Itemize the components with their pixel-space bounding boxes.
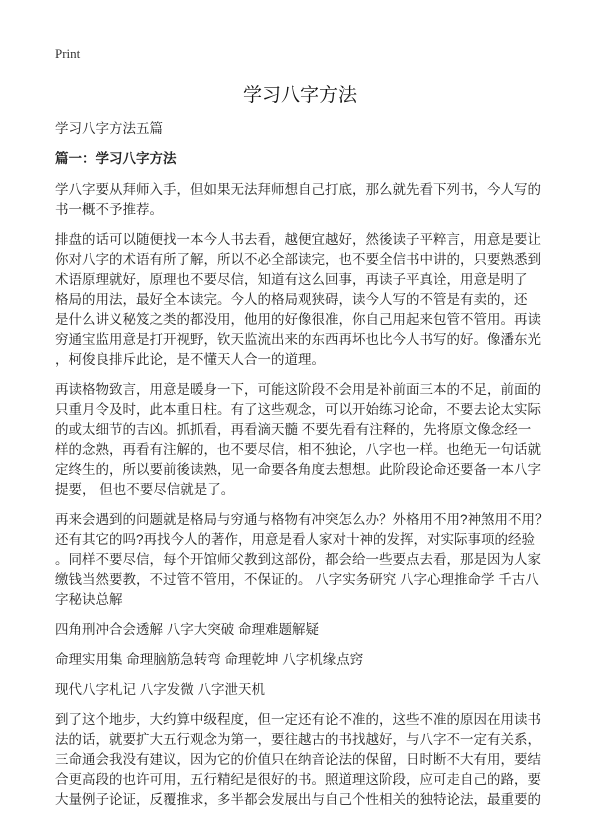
paragraph <box>55 380 575 500</box>
paragraph-line: 的或太细节的吉凶。抓抓看，再看滴天髓 不要先看有注释的，先将原文像念经一 <box>55 422 532 437</box>
paragraph-line: 再读格物致言，用意是暖身一下，可能这阶段不会用是补前面三本的不足，前面的 <box>55 382 541 397</box>
paragraphs <box>55 180 575 810</box>
paragraph-line: 排盘的话可以随便找一本今人书去看，越便宜越好，然後读子平粹言，用意是要让 <box>55 232 541 247</box>
paragraph-line: 大量例子论证，反覆推求，多半都会发展出与自己个性相关的独特论法，最重要的 <box>55 792 541 807</box>
section-heading: 篇一：学习八字方法 <box>55 151 177 166</box>
paragraph <box>55 620 575 640</box>
paragraph <box>55 180 575 220</box>
paragraph <box>55 680 575 700</box>
paragraph-line: 格局的用法，最好全本读完。今人的格局观狭碍，读今人写的不管是有卖的，还 <box>55 292 528 307</box>
paragraph-line: 提要， 但也不要尽信就是了。 <box>55 482 235 497</box>
paragraph-line: ，柯俊良排斥此论，是不懂天人合一的道理。 <box>55 352 325 367</box>
paragraph-line: 还有其它的吗?再找今人的著作，用意是看人家对十神的发挥，对实际事项的经验 <box>55 532 536 547</box>
paragraph-line: 定终生的，所以要前後读熟，见一命要各角度去想想。此阶段论命还要备一本八字 <box>55 462 541 477</box>
paragraph-line: 到了这个地步，大约算中级程度，但一定还有论不准的，这些不准的原因在用读书 <box>55 712 541 727</box>
paragraph <box>55 230 575 370</box>
paragraph <box>55 510 575 610</box>
paragraph-line: 再来会遇到的问题就是格局与穷通与格物有冲突怎么办？外格用不用?神煞用不用？ <box>55 512 549 527</box>
paragraph-line: 现代八字札记 八字发微 八字泄天机 <box>55 682 266 697</box>
paragraph-line: 四角刑冲合会透解 八字大突破 命理难题解疑 <box>55 622 320 637</box>
paragraph-line: 是什么讲义秘笈之类的都没用，他用的好像很准，你自己用起来包管不管用。再读 <box>55 312 541 327</box>
paragraph-line: 三命通会我没有建议，因为它的价值只在纳音论法的保留，日时断不大有用，要结 <box>55 752 541 767</box>
document-body <box>55 120 575 820</box>
paragraph-line: 。同样不要尽信，每个开馆师父教到这部份，都会给一些要点去看，那是因为人家 <box>55 552 541 567</box>
print-link[interactable]: Print <box>55 46 81 61</box>
paragraph-line: 书一概不予推荐。 <box>55 202 163 217</box>
paragraph-line: 穷通宝监用意是打开视野，钦天监流出来的东西再坏也比今人书写的好。像潘东光 <box>55 332 541 347</box>
paragraph-line: 只重月令及时，此本重日柱。有了这些观念，可以开始练习论命，不要去论太实际 <box>55 402 541 417</box>
paragraph-line: 法的话，就要扩大五行观念为第一，要往越古的书找越好，与八字不一定有关系， <box>55 732 541 747</box>
document-subtitle: 学习八字方法五篇 <box>55 121 163 136</box>
paragraph-line: 字秘诀总解 <box>55 592 123 607</box>
document-title: 学习八字方法 <box>242 85 357 106</box>
paragraph <box>55 650 575 670</box>
paragraph-line: 你对八字的术语有所了解，所以不必全部读完，也不要全信书中讲的，只要熟悉到 <box>55 252 541 267</box>
paragraph-line: 命理实用集 命理脑筋急转弯 命理乾坤 八字机缘点窍 <box>55 652 364 667</box>
paragraph <box>55 710 575 810</box>
paragraph-line: 学八字要从拜师入手，但如果无法拜师想自己打底，那么就先看下列书，今人写的 <box>55 182 541 197</box>
paragraph-line: 缴钱当然要教，不过管不管用，不保证的。 八字实务研究 八字心理推命学 千古八 <box>55 572 539 587</box>
paragraph-line: 样的念熟，再看有注解的，也不要尽信，相不独论，八字也一样。也绝无一句话就 <box>55 442 541 457</box>
paragraph-line: 合更高段的也许可用，五行精纪是很好的书。照道理这阶段，应可走自己的路，要 <box>55 772 541 787</box>
paragraph-line: 术语原理就好，原理也不要尽信，知道有这么回事，再读子平真诠，用意是明了 <box>55 272 528 287</box>
